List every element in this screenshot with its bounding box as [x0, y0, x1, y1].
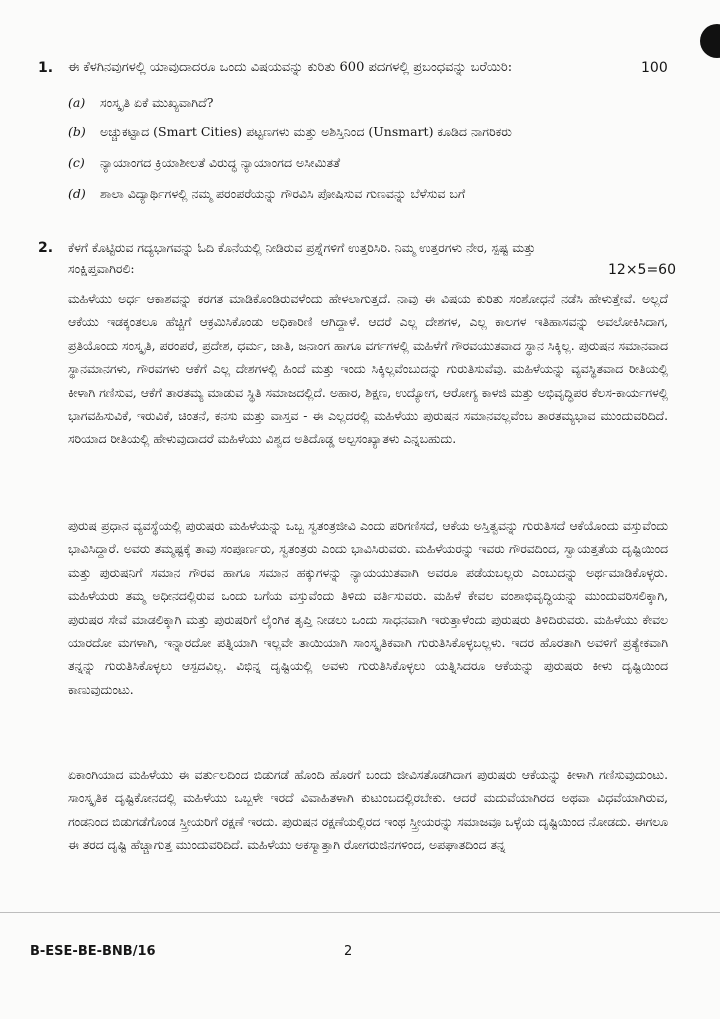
question-1-header — [38, 60, 678, 80]
passage-paragraph-3: ಏಕಾಂಗಿಯಾದ ಮಹಿಳೆಯು ಈ ವರ್ತುಲದಿಂದ ಬಿಡುಗಡೆ ಹೊಂದಿ ಹೊರಗೆ ಬಂದು ಜೀವಿಸತೊಡಗಿದಾಗ ಪುರುಷರು ಆಕೆಯನ್ನು ಕೀಳಾಗಿ ಗಣಿಸುವುದುಂಟು. ಸಾಂಸ್ಕೃತಿಕ ದೃಷ್ಟಿಕೋನದಲ್ಲಿ ಮಹಿಳೆಯು ಒಬ್ಬಳೇ ಇರದೆ ವಿವಾಹಿತಳಾಗಿ ಕುಟುಂಬದಲ್ಲಿರಬೇಕು. ಆದರೆ ಮದುವೆಯಾಗಿರದ ಅಥವಾ ವಿಧವೆಯಾಗಿರುವ, ಗಂಡನಿಂದ ಬಿಡುಗಡೆಗೊಂಡ ಸ್ತ್ರೀಯರಿಗೆ ರಕ್ಷಣೆ ಇರದು. ಪುರುಷನ ರಕ್ಷಣೆಯಲ್ಲಿರದ ಇಂಥ ಸ್ತ್ರೀಯರನ್ನು ಸಮಾಜವೂ ಒಳ್ಳೆಯ ದೃಷ್ಟಿಯಿಂದ ನೋಡದು. ಈಗಲೂ ಈ ತರದ ದೃಷ್ಟಿ ಹೆಚ್ಚಾಗುತ್ತ ಮುಂದುವರಿದಿದೆ. ಮಹಿಳೆಯು ಅಕಸ್ಮಾತ್ತಾಗಿ ರೋಗರುಜಿನಗಳಿಂದ, ಅಪಘಾತದಿಂದ ತನ್ನ — [68, 768, 668, 853]
option-a-label: (a) — [68, 95, 86, 110]
option-d-text: ಶಾಲಾ ವಿದ್ಯಾರ್ಥಿಗಳಲ್ಲಿ ನಮ್ಮ ಪರಂಪರೆಯನ್ನು ಗೌರವಿಸಿ ಪೋಷಿಸುವ ಗುಣವನ್ನು ಬೆಳೆಸುವ ಬಗೆ — [99, 186, 466, 201]
option-c-label: (c) — [68, 155, 85, 170]
passage-paragraph-2: ಪುರುಷ ಪ್ರಧಾನ ವ್ಯವಸ್ಥೆಯಲ್ಲಿ ಪುರುಷರು ಮಹಿಳೆಯನ್ನು ಒಬ್ಬ ಸ್ವತಂತ್ರಜೀವಿ ಎಂದು ಪರಿಗಣಿಸದೆ, ಆಕೆಯ ಅಸ್ತಿತ್ವವನ್ನು ಗುರುತಿಸದೆ ಆಕೆಯೊಂದು ವಸ್ತುವೆಂದು ಭಾವಿಸಿದ್ದಾರೆ. ಅವರು ತಮ್ಮಷ್ಟಕ್ಕೆ ತಾವು ಸಂಪೂರ್ಣರು, ಸ್ವತಂತ್ರರು ಎಂದು ಭಾವಿಸಿರುವರು. ಮಹಿಳೆಯರನ್ನು ಇವರು ಗೌರವದಿಂದ, ಸ್ವಾಯತ್ತತೆಯ ದೃಷ್ಟಿಯಿಂದ ಮತ್ತು ಪುರುಷನಿಗೆ ಸಮಾನ ಗೌರವ ಹಾಗೂ ಸಮಾನ ಹಕ್ಕುಗಳನ್ನು ನ್ಯಾಯಯುತವಾಗಿ ಅವರೂ ಪಡೆಯಬಲ್ಲರು ಎಂಬುದನ್ನು ಅರ್ಥಮಾಡಿಕೊಳ್ಳರು. ಮಹಿಳೆಯರು ತಮ್ಮ ಅಧೀನದಲ್ಲಿರುವ ಒಂದು ಬಗೆಯ ವಸ್ತುವೆಂದು ತಿಳಿದು ವರ್ತಿಸುವರು. ಮಹಿಳೆ ಕೇವಲ ವಂಶಾಭಿವೃದ್ಧಿಯನ್ನು ಮುಂದುವರಿಸಲಿಕ್ಕಾಗಿ, ಪುರುಷರ ಸೇವೆ ಮಾಡಲಿಕ್ಕಾಗಿ ಮತ್ತು ಪುರುಷರಿಗೆ ಲೈಂಗಿಕ ತೃಪ್ತಿ ನೀಡಲು ಒಂದು ಸಾಧನವಾಗಿ ಇರುತ್ತಾಳೆಂದು ಪುರುಷರು ತಿಳಿದಿರುವರು. ಮಹಿಳೆಯು ಕೇವಲ ಯಾರದೋ ಮಗಳಾಗಿ, ಇನ್ನಾರದೋ ಪತ್ನಿಯಾಗಿ ಇಲ್ಲವೇ ತಾಯಿಯಾಗಿ ಸಾಂಸ್ಕೃತಿಕವಾಗಿ ಗುರುತಿಸಿಕೊಳ್ಳಬಲ್ಲಳು. ಇದರ ಹೊರತಾಗಿ ಅವಳಿಗೆ ಪ್ರತ್ಯೇಕವಾಗಿ ತನ್ನನ್ನು ಗುರುತಿಸಿಕೊಳ್ಳಲು ಆಸ್ಪದವಿಲ್ಲ. ವಿಭಿನ್ನ ದೃಷ್ಟಿಯಲ್ಲಿ ಅವಳು ಗುರುತಿಸಿಕೊಳ್ಳಲು ಯತ್ನಿಸಿದರೂ ಆಕೆಯನ್ನು ಪುರುಷರು ಕೀಳು ದೃಷ್ಟಿಯಿಂದ ಕಾಣುವುದುಂಟು. — [68, 519, 668, 697]
question-2-header — [38, 240, 678, 280]
option-b-text: ಅಚ್ಚುಕಟ್ಟಾದ (Smart Cities) ಪಟ್ಟಣಗಳು ಮತ್ತು ಅಶಿಸ್ತಿನಿಂದ (Unsmart) ಕೂಡಿದ ನಾಗರಿಕರು — [99, 124, 512, 139]
question-2-marks: 12×5=60 — [608, 262, 676, 278]
question-2-number: 2. — [38, 240, 54, 256]
footer-page-number: 2 — [344, 944, 353, 959]
question-2-instruction-line1: ಕೆಳಗೆ ಕೊಟ್ಟಿರುವ ಗದ್ಯಭಾಗವನ್ನು ಓದಿ ಕೊನೆಯಲ್ಲಿ ನೀಡಿರುವ ಪ್ರಶ್ನೆಗಳಿಗೆ ಉತ್ತರಿಸಿರಿ. ನಿಮ್ಮ ಉತ್ತರಗಳು ನೇರ, ಸ್ಪಷ್ಟ ಮತ್ತು — [68, 240, 536, 255]
option-c — [68, 155, 340, 171]
option-d — [68, 186, 465, 202]
footer-divider — [0, 912, 720, 913]
corner-dot — [700, 24, 720, 58]
option-b-label: (b) — [68, 124, 86, 139]
footer-paper-code: B-ESE-BE-BNB/16 — [30, 944, 156, 959]
option-d-label: (d) — [68, 186, 86, 201]
question-2-instruction-line2: ಸಂಕ್ಷಿಪ್ತವಾಗಿರಲಿ: — [68, 261, 135, 276]
question-1-marks: 100 — [641, 60, 668, 76]
option-a-text: ಸಂಸ್ಕೃತಿ ಏಕೆ ಮುಖ್ಯವಾಗಿದೆ? — [99, 95, 214, 110]
question-1-number: 1. — [38, 60, 54, 76]
option-b — [68, 124, 512, 140]
option-a — [68, 95, 213, 111]
passage-paragraph-1: ಮಹಿಳೆಯು ಅರ್ಧ ಆಕಾಶವನ್ನು ಕರಗತ ಮಾಡಿಕೊಂಡಿರುವಳೆಂದು ಹೇಳಲಾಗುತ್ತದೆ. ನಾವು ಈ ವಿಷಯ ಕುರಿತು ಸಂಶೋಧನೆ ನಡೆಸಿ ಹೇಳುತ್ತೇವೆ. ಅಲ್ಲದೆ ಆಕೆಯು ಇಡಕ್ಕಂತಲೂ ಹೆಚ್ಚಿಗೆ ಆಕ್ರಮಿಸಿಕೊಂಡು ಅಧಿಕಾರಿಣಿ ಆಗಿದ್ದಾಳೆ. ಆದರೆ ಎಲ್ಲ ದೇಶಗಳ, ಎಲ್ಲ ಕಾಲಗಳ ಇತಿಹಾಸವನ್ನು ಅವಲೋಕಿಸಿದಾಗ, ಪ್ರತಿಯೊಂದು ಸಂಸ್ಕೃತಿ, ಪರಂಪರೆ, ಪ್ರದೇಶ, ಧರ್ಮ, ಜಾತಿ, ಜನಾಂಗ ಹಾಗೂ ವರ್ಗಗಳಲ್ಲಿ ಮಹಿಳೆಗೆ ಗೌರವಯುತವಾದ ಸ್ಥಾನ ಸಿಕ್ಕಿಲ್ಲ. ಪುರುಷನ ಸಮಾನವಾದ ಸ್ಥಾನಮಾನಗಳು, ಗೌರವಗಳು ಆಕೆಗೆ ಎಲ್ಲ ದೇಶಗಳಲ್ಲಿ ಹಿಂದೆ ಮತ್ತು ಇಂದು ಸಿಕ್ಕಿಲ್ಲವೆಂಬುದನ್ನು ಗುರುತಿಸುವೆವು. ಮಹಿಳೆಯನ್ನು ವ್ಯವಸ್ಥಿತವಾದ ರೀತಿಯಲ್ಲಿ ಕೀಳಾಗಿ ಗಣಿಸುವ, ಆಕೆಗೆ ತಾರತಮ್ಯ ಮಾಡುವ ಸ್ಥಿತಿ ಸಮಾಜದಲ್ಲಿದೆ. ಅಹಾರ, ಶಿಕ್ಷಣ, ಉದ್ಯೋಗ, ಆರೋಗ್ಯ ಕಾಳಜಿ ಮತ್ತು ಅಭಿವೃದ್ಧಿಪರ ಕೆಲಸ-ಕಾರ್ಯಗಳಲ್ಲಿ ಭಾಗವಹಿಸುವಿಕೆ, ಇರುವಿಕೆ, ಚಿಂತನೆ, ಕನಸು ಮತ್ತು ವಾಸ್ತವ - ಈ ಎಲ್ಲದರಲ್ಲಿ ಮಹಿಳೆಯು ಪುರುಷನ ಸಮಾನವಲ್ಲವೆಂಬ ತಾರತಮ್ಯಭಾವ ಮುಂದುವರಿದಿದೆ. ಸರಿಯಾದ ರೀತಿಯಲ್ಲಿ ಹೇಳುವುದಾದರೆ ಮಹಿಳೆಯು ವಿಶ್ವದ ಅತಿದೊಡ್ಡ ಅಲ್ಪಸಂಖ್ಯಾತಳು ಎನ್ನಬಹುದು. — [68, 292, 668, 447]
option-c-text: ನ್ಯಾಯಾಂಗದ ಕ್ರಿಯಾಶೀಲತೆ ವಿರುದ್ಧ ನ್ಯಾಯಾಂಗದ ಅಸೀಮಿತತೆ — [99, 155, 341, 170]
question-1-instruction: ಈ ಕೆಳಗಿನವುಗಳಲ್ಲಿ ಯಾವುದಾದರೂ ಒಂದು ವಿಷಯವನ್ನು ಕುರಿತು 600 ಪದಗಳಲ್ಲಿ ಪ್ರಬಂಧವನ್ನು ಬರೆಯಿರಿ: — [68, 60, 513, 75]
